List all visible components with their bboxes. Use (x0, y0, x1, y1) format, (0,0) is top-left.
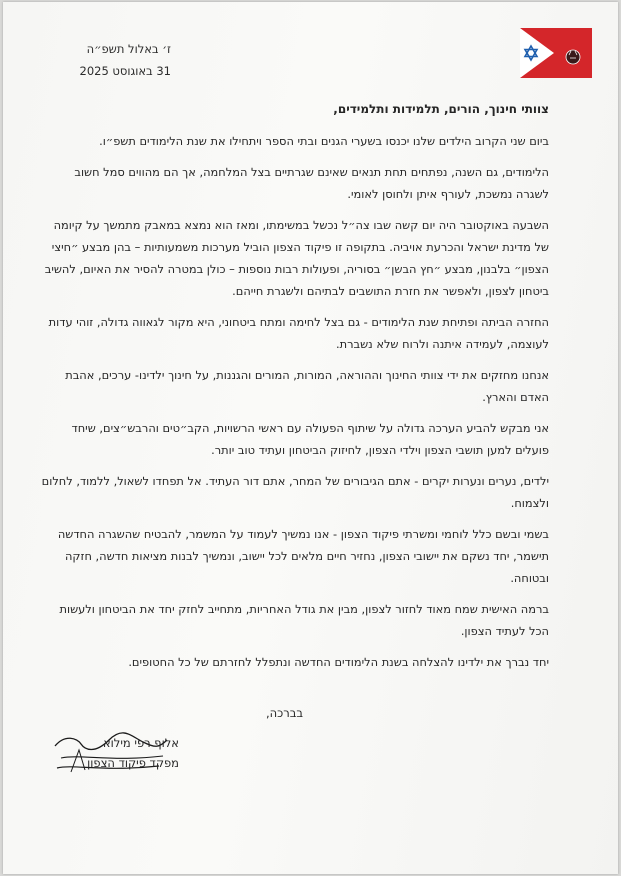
paragraph: אנחנו מחזקים את ידי צוותי החינוך וההוראה, המורות, המורים והגננות, על חינוך ילדינו- ערכים, אהבת האדם והארץ. (65, 368, 549, 404)
closing-line: בברכה, (265, 706, 303, 720)
salutation: צוותי חינוך, הורים, תלמידות ותלמידים, (333, 102, 549, 116)
paragraph: החזרה הביתה ופתיחת שנת הלימודים - גם בצל לחימה ומתח ביטחוני, היא מקור לגאווה גדולה, זוהי עדות לעוצמה, לעמידה איתנה ולרוח שלא נשברת. (48, 315, 549, 351)
date-block (41, 38, 171, 82)
paragraph: השבעה באוקטובר היה יום קשה שבו צה״ל נכשל במשימתו, ומאז הוא נמצא במאבק מתמשך על קיומה של מדינת ישראל והכרעת אויביה. בתקופה זו פיקוד הצפון הוביל מערכות משמעותיות – בהן מבצע ״חיצי הצפון״ בלבנון, מבצע ״חץ הבשן״ בסוריה, ופעולות רבות נוספות – כולן במטרה להסיר את האיום, להשיב ביטחון לצפון, ולאפשר את חזרת התושבים לבתיהם ולשגרת חייהם. (44, 218, 549, 298)
paragraph: יחד נברך את ילדינו להצלחה בשנת הלימודים החדשה ונתפלל לחזרתם של כל החטופים. (128, 655, 549, 669)
paragraph: הלימודים, גם השנה, נפתחים תחת תנאים שאינם שגרתיים בצל המלחמה, אך הם מהווים סמל חשוב לשגרה נמשכת, לעורף איתן ולחוסן לאומי. (74, 165, 549, 201)
paragraph: ביום שני הקרוב הילדים שלנו יכנסו בשערי הגנים ובתי הספר ויתחילו את שנת הלימודים תשפ״ו. (99, 134, 549, 148)
paragraph: ילדים, נערים ונערות יקרים - אתם הגיבורים של המחר, אתם דור העתיד. אל תפחדו לשאול, ללמוד, לחלום ולצמוח. (41, 474, 549, 510)
hebrew-date: ז׳ באלול תשפ״ה (86, 42, 171, 56)
paragraph: אני מבקש להביע הערכה גדולה על שיתוף הפעולה עם ראשי הרשויות, הקב״טים והרבש״צים, שיחד פועלים למען תושבי הצפון וילדי הצפון, לחיזוק הביטחון ועתיד טוב יותר. (71, 421, 549, 457)
northern-command-flag-icon (520, 28, 592, 78)
gregorian-date: 31 באוגוסט 2025 (79, 64, 171, 78)
signatory-name: אלוף רפי מילוא (102, 736, 179, 750)
letter-sheet (3, 2, 618, 874)
signatory-title: מפקד פיקוד הצפון (87, 756, 179, 770)
letter-body (41, 100, 549, 682)
paragraph: בשמי ובשם כלל לוחמי ומשרתי פיקוד הצפון - אנו נמשיך לעמוד על המשמר, להבטיח שהשגרה החדשה תישמר, יחד נשקם את יישובי הצפון, נחזיר חיים מלאים לכל יישוב, ונמשיך לבנות מציאות חדשה, חזקה ובטוחה. (57, 527, 549, 585)
paragraph: ברמה האישית שמח מאוד לחזור לצפון, מבין את גודל האחריות, מתחייב לחזק יחד את הביטחון ולעשות הכל לעתיד הצפון. (59, 602, 549, 638)
